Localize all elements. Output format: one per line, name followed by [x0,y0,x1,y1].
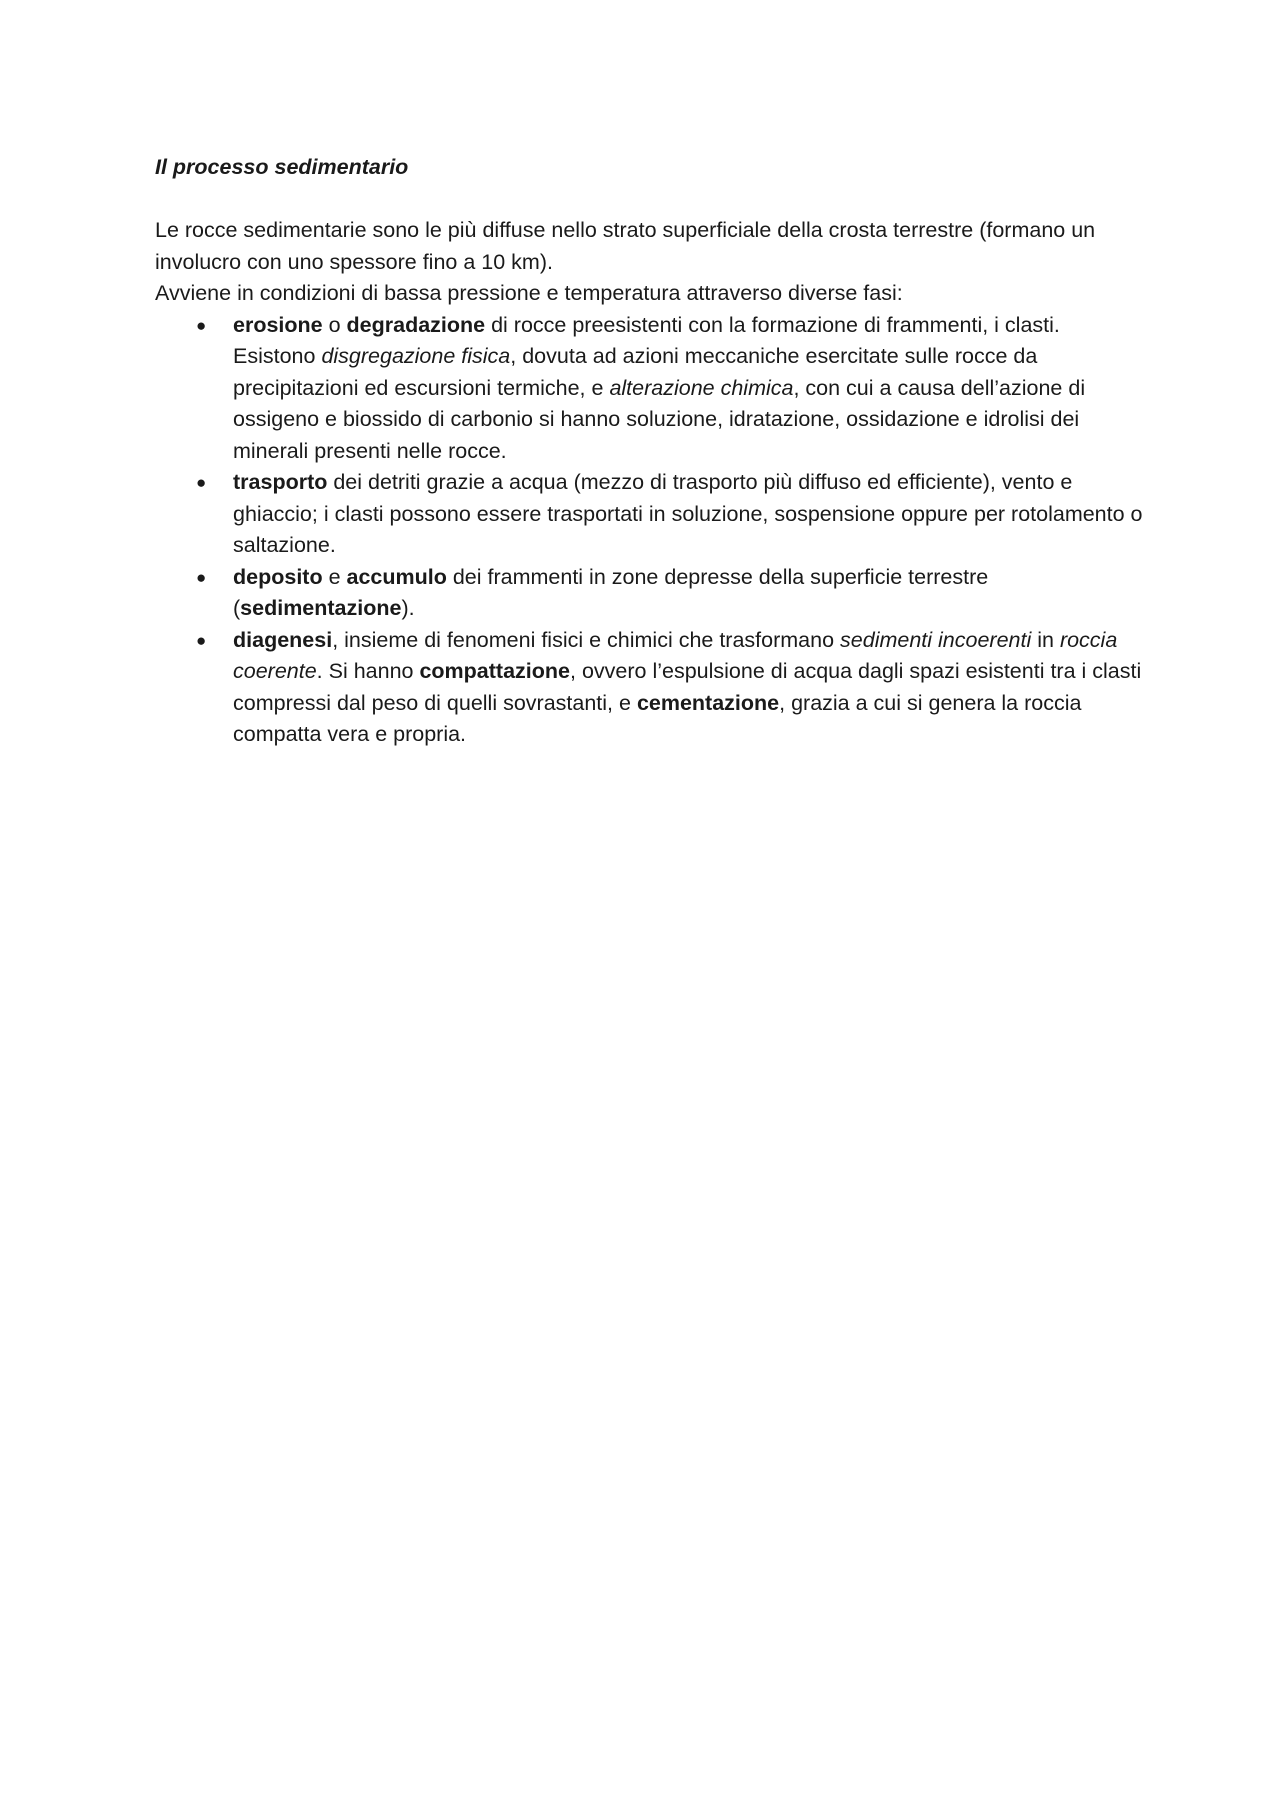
text-segment: o [322,312,347,337]
bullet-icon: ● [196,315,207,335]
bold-term: erosione [233,312,323,337]
text-segment: , grazia a cui si genera la roccia compatta vera e propria. [233,690,1082,746]
list-item [155,467,1145,562]
text-segment: di rocce preesistenti con la formazione di frammenti, i clasti. Esistono [233,312,1060,368]
list-item [155,625,1145,751]
italic-term: disgregazione fisica [321,344,511,368]
text-segment: , dovuta ad azioni meccaniche esercitate sulle rocce da precipitazioni ed escursioni termiche, e [233,344,1038,400]
text-segment: , ovvero l’espulsione di acqua dagli spazi esistenti tra i clasti compressi dal peso di quelli sovrastanti, e [233,659,1142,715]
bullet-icon: ● [196,473,207,492]
bold-term: deposito [233,564,323,589]
bold-term: diagenesi [233,627,333,652]
list-item [155,562,1145,625]
list-item [155,310,1145,468]
phases-list [155,310,1145,751]
text-segment: . Si hanno [316,659,420,683]
document-body [155,152,1145,751]
text-segment: dei detriti grazie a acqua (mezzo di trasporto più diffuso ed efficiente), vento e ghiaccio; i clasti possono essere trasportati in soluzione, sospensione oppure per rotolamento o saltazione. [233,470,1143,557]
italic-term: sedimenti incoerenti [840,627,1032,652]
text-segment: , con cui a causa dell’azione di ossigeno e biossido di carbonio si hanno soluzione, idratazione, ossidazione e idrolisi dei minerali presenti nelle rocce. [233,375,1086,463]
bold-term: compattazione [419,659,570,683]
bold-term: accumulo [346,564,447,589]
text-segment: e [322,564,347,589]
bullet-icon: ● [196,630,207,650]
text-segment: in [1031,627,1060,652]
page-title: Il processo sedimentario [155,155,409,179]
text-segment: , insieme di fenomeni fisici e chimici che trasformano [332,627,841,652]
text-segment: ). [401,596,415,620]
phases-intro: Avviene in condizioni di bassa pressione e temperatura attraverso diverse fasi: [155,281,903,305]
blank-line [155,184,1145,216]
italic-term: alterazione chimica [609,375,794,400]
text-segment: dei frammenti in zone depresse della superficie terrestre ( [233,564,989,620]
bold-term: degradazione [346,312,486,337]
bold-term: sedimentazione [240,596,402,620]
intro-paragraph: Le rocce sedimentarie sono le più diffuse nello strato superficiale della crosta terrestre (formano un involucro con uno spessore fino a 10 km). [155,218,1096,274]
bullet-icon: ● [196,567,207,587]
italic-term: roccia coerente [233,627,1118,683]
bold-term: cementazione [636,690,780,715]
bold-term: trasporto [233,470,328,494]
